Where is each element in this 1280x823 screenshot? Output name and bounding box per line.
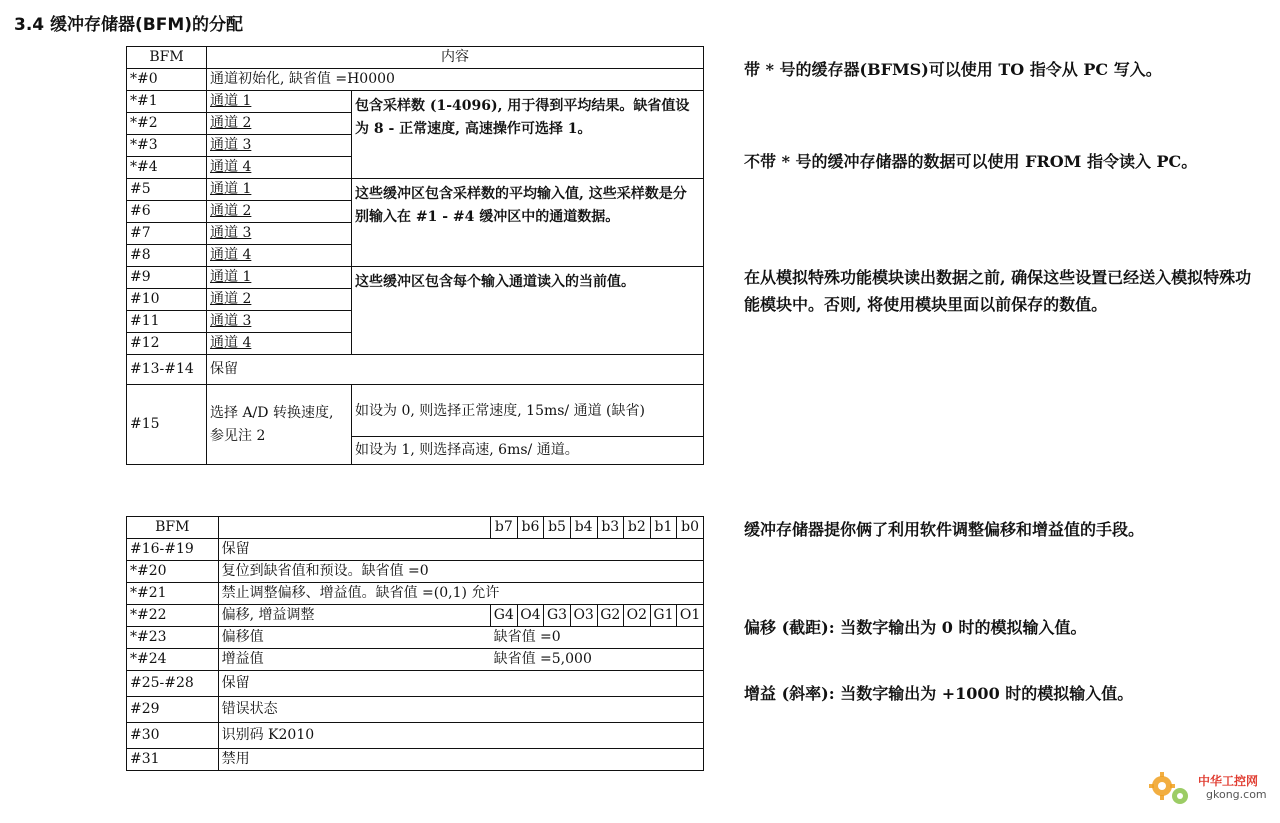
bit-cell: O2 (623, 605, 650, 627)
content-cell: 通道初始化, 缺省值 =H0000 (207, 69, 704, 91)
table-row (127, 749, 704, 771)
table-row (127, 355, 704, 385)
bfm-cell: *#3 (127, 135, 207, 157)
table-row (127, 561, 704, 583)
channel-cell: 通道 3 (207, 223, 352, 245)
channel-cell: 通道 1 (207, 91, 352, 113)
header-bfm: BFM (127, 47, 207, 69)
bit-cell: G1 (650, 605, 676, 627)
note-adjustment: 缓冲存储器提你俩了利用软件调整偏移和增益值的手段。 (744, 520, 1145, 539)
bfm-cell: *#21 (127, 583, 219, 605)
channel-cell: 通道 2 (207, 289, 352, 311)
bfm-cell: #12 (127, 333, 207, 355)
bfm-cell: #10 (127, 289, 207, 311)
bfm-cell: #15 (127, 385, 207, 465)
channel-cell: 通道 4 (207, 157, 352, 179)
group-description: 这些缓冲区包含每个输入通道读入的当前值。 (352, 267, 704, 355)
watermark-logo (1146, 766, 1274, 810)
gear-icon (1146, 766, 1196, 810)
bit-cell: G3 (544, 605, 570, 627)
note-offset: 偏移 (截距): 当数字输出为 0 时的模拟输入值。 (744, 618, 1087, 637)
logo-site: gkong.com (1206, 788, 1267, 801)
channel-cell: 通道 3 (207, 135, 352, 157)
section-heading: 3.4 缓冲存储器(BFM)的分配 (14, 15, 244, 35)
bfm-cell: *#4 (127, 157, 207, 179)
content-cell: 识别码 K2010 (218, 723, 703, 749)
table-row (127, 649, 704, 671)
bfm-cell: #9 (127, 267, 207, 289)
table-row (127, 179, 704, 201)
table-header-row (127, 47, 704, 69)
table-row (127, 91, 704, 113)
content-cell: 禁止调整偏移、增益值。缺省值 =(0,1) 允许 (218, 583, 703, 605)
bit-cell: G2 (597, 605, 623, 627)
channel-cell: 通道 4 (207, 333, 352, 355)
table-row (127, 723, 704, 749)
channel-cell: 通道 2 (207, 113, 352, 135)
default-cell: 缺省值 =0 (491, 627, 704, 649)
bfm-cell: #31 (127, 749, 219, 771)
table-row (127, 267, 704, 289)
option-cell: 如设为 1, 则选择高速, 6ms/ 通道。 (352, 437, 704, 465)
table-row (127, 385, 704, 437)
channel-cell: 通道 3 (207, 311, 352, 333)
note-gain: 增益 (斜率): 当数字输出为 +1000 时的模拟输入值。 (744, 684, 1134, 703)
table-row (127, 583, 704, 605)
content-cell: 偏移值 (218, 627, 491, 649)
bit-header: b4 (570, 517, 597, 539)
table-header-row (127, 517, 704, 539)
bit-header: b2 (623, 517, 650, 539)
bit-header: b1 (650, 517, 676, 539)
bit-header: b7 (491, 517, 517, 539)
channel-cell: 通道 1 (207, 179, 352, 201)
content-cell: 禁用 (218, 749, 703, 771)
bit-cell: O3 (570, 605, 597, 627)
bfm-cell: #7 (127, 223, 207, 245)
bfm-cell: *#24 (127, 649, 219, 671)
content-cell: 复位到缺省值和预设。缺省值 =0 (218, 561, 703, 583)
bfm-cell: #30 (127, 723, 219, 749)
content-cell: 增益值 (218, 649, 491, 671)
bfm-cell: #29 (127, 697, 219, 723)
table-row (127, 627, 704, 649)
content-cell: 保留 (218, 539, 703, 561)
bfm-cell: #8 (127, 245, 207, 267)
option-cell: 如设为 0, 则选择正常速度, 15ms/ 通道 (缺省) (352, 385, 704, 437)
bfm-cell: *#2 (127, 113, 207, 135)
bfm-table-2 (126, 516, 704, 771)
note-settings: 在从模拟特殊功能模块读出数据之前, 确保这些设置已经送入模拟特殊功能模块中。否则, 将使用模块里面以前保存的数值。 (744, 268, 1252, 314)
bit-header: b0 (677, 517, 704, 539)
bfm-cell: #11 (127, 311, 207, 333)
default-cell: 缺省值 =5,000 (491, 649, 704, 671)
bit-header: b3 (597, 517, 623, 539)
header-blank (218, 517, 491, 539)
bfm-table-1 (126, 46, 704, 465)
table-row (127, 69, 704, 91)
content-cell: 保留 (218, 671, 703, 697)
bit-cell: O1 (677, 605, 704, 627)
table-row (127, 697, 704, 723)
bfm-cell: *#23 (127, 627, 219, 649)
group-description: 这些缓冲区包含采样数的平均输入值, 这些采样数是分别输入在 #1 - #4 缓冲区中的通道数据。 (352, 179, 704, 267)
bfm-cell: #25-#28 (127, 671, 219, 697)
content-cell: 错误状态 (218, 697, 703, 723)
logo-brand: 中华工控网 (1198, 774, 1259, 788)
bit-header: b5 (544, 517, 570, 539)
group-description: 包含采样数 (1-4096), 用于得到平均结果。缺省值设为 8 - 正常速度, 高速操作可选择 1。 (352, 91, 704, 179)
bfm-cell: *#22 (127, 605, 219, 627)
bit-header: b6 (517, 517, 544, 539)
note-to-instruction: 带 * 号的缓存器(BFMS)可以使用 TO 指令从 PC 写入。 (744, 60, 1162, 79)
content-cell: 保留 (207, 355, 704, 385)
header-bfm: BFM (127, 517, 219, 539)
header-content: 内容 (207, 47, 704, 69)
bit-cell: G4 (491, 605, 517, 627)
note-from-instruction: 不带 * 号的缓冲存储器的数据可以使用 FROM 指令读入 PC。 (744, 152, 1198, 171)
bfm-cell: *#20 (127, 561, 219, 583)
bfm-cell: #5 (127, 179, 207, 201)
bfm-cell: #16-#19 (127, 539, 219, 561)
content-cell: 偏移, 增益调整 (218, 605, 491, 627)
bit-cell: O4 (517, 605, 544, 627)
table-row (127, 671, 704, 697)
channel-cell: 通道 1 (207, 267, 352, 289)
bfm-cell: #6 (127, 201, 207, 223)
bfm-cell: #13-#14 (127, 355, 207, 385)
channel-cell: 通道 2 (207, 201, 352, 223)
table-row (127, 539, 704, 561)
channel-cell: 通道 4 (207, 245, 352, 267)
bfm-cell: *#0 (127, 69, 207, 91)
bfm-cell: *#1 (127, 91, 207, 113)
content-cell: 选择 A/D 转换速度, 参见注 2 (207, 385, 352, 465)
table-row (127, 605, 704, 627)
